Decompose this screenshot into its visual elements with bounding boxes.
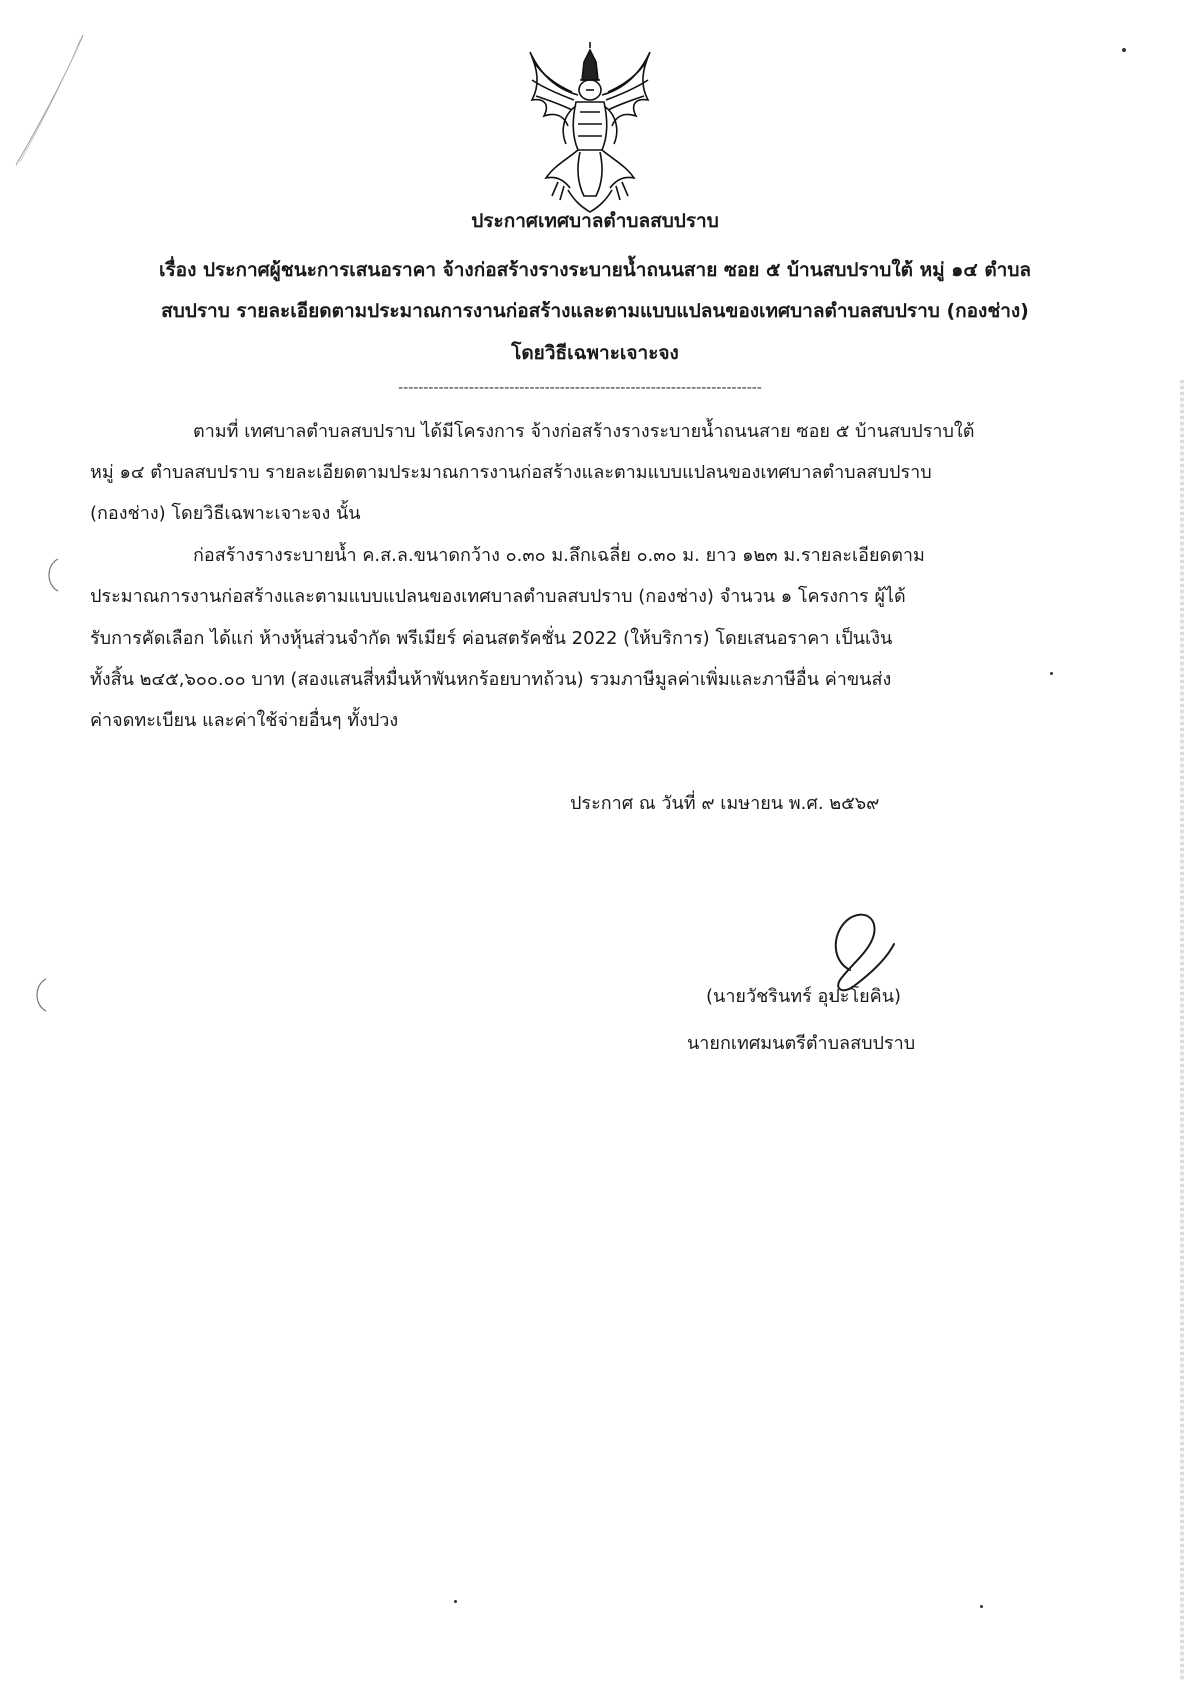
announcement-header: ประกาศเทศบาลตำบลสบปราบ (471, 210, 719, 232)
paragraph-2-line-2: ประมาณการงานก่อสร้างและตามแบบแปลนของเทศบาลตำบลสบปราบ (กองช่าง) จำนวน ๑ โครงการ ผู้ได้ (90, 586, 906, 607)
scan-edge-shadow (1180, 380, 1184, 1680)
subject-line-1: เรื่อง ประกาศผู้ชนะการเสนอราคา จ้างก่อสร้างรางระบายน้ำถนนสาย ซอย ๕ บ้านสบปราบใต้ หมู่ ๑๔ ตำบล (158, 259, 1032, 281)
scan-speck (980, 1605, 983, 1608)
separator-line: ------------------------------------------------------------------------ (398, 380, 762, 396)
paragraph-2-line-3: รับการคัดเลือก ได้แก่ ห้างหุ้นส่วนจำกัด พรีเมียร์ ค่อนสตรัคชั่น 2022 (ให้บริการ) โดยเสนอราคา เป็นเงิน (90, 628, 893, 649)
paragraph-1-line-1: ตามที่ เทศบาลตำบลสบปราบ ได้มีโครงการ จ้างก่อสร้างรางระบายน้ำถนนสาย ซอย ๕ บ้านสบปราบใต้ (193, 421, 975, 442)
announcement-date: ประกาศ ณ วันที่ ๙ เมษายน พ.ศ. ๒๕๖๙ (570, 793, 880, 814)
scan-speck (1122, 48, 1126, 52)
paragraph-2-line-1: ก่อสร้างรางระบายน้ำ ค.ส.ล.ขนาดกว้าง ๐.๓๐ ม.ลึกเฉลี่ย ๐.๓๐ ม. ยาว ๑๒๓ ม.รายละเอียดตาม (193, 545, 925, 566)
paragraph-2-line-5: ค่าจดทะเบียน และค่าใช้จ่ายอื่นๆ ทั้งปวง (90, 710, 399, 731)
scan-scratch-mark (8, 30, 88, 170)
punch-hole-mark (28, 975, 52, 1015)
signer-name: (นายวัชรินทร์ อุปะโยคิน) (706, 986, 902, 1007)
punch-hole-mark (40, 555, 64, 595)
paragraph-1-line-3: (กองช่าง) โดยวิธีเฉพาะเจาะจง นั้น (90, 503, 361, 524)
scan-speck (1050, 672, 1053, 675)
subject-line-2: สบปราบ รายละเอียดตามประมาณการงานก่อสร้างและตามแบบแปลนของเทศบาลตำบลสบปราบ (กองช่าง) (161, 300, 1029, 322)
paragraph-2-line-4: ทั้งสิ้น ๒๔๕,๖๐๐.๐๐ บาท (สองแสนสี่หมื่นห้าพันหกร้อยบาทถ้วน) รวมภาษีมูลค่าเพิ่มและภาษีอื่น ค่าขนส่ง (90, 669, 892, 690)
garuda-emblem-icon (520, 40, 660, 215)
paragraph-1-line-2: หมู่ ๑๔ ตำบลสบปราบ รายละเอียดตามประมาณการงานก่อสร้างและตามแบบแปลนของเทศบาลตำบลสบปราบ (90, 462, 932, 483)
subject-line-3: โดยวิธีเฉพาะเจาะจง (511, 342, 679, 364)
scan-speck (454, 1600, 457, 1603)
signer-title: นายกเทศมนตรีตำบลสบปราบ (687, 1033, 916, 1054)
